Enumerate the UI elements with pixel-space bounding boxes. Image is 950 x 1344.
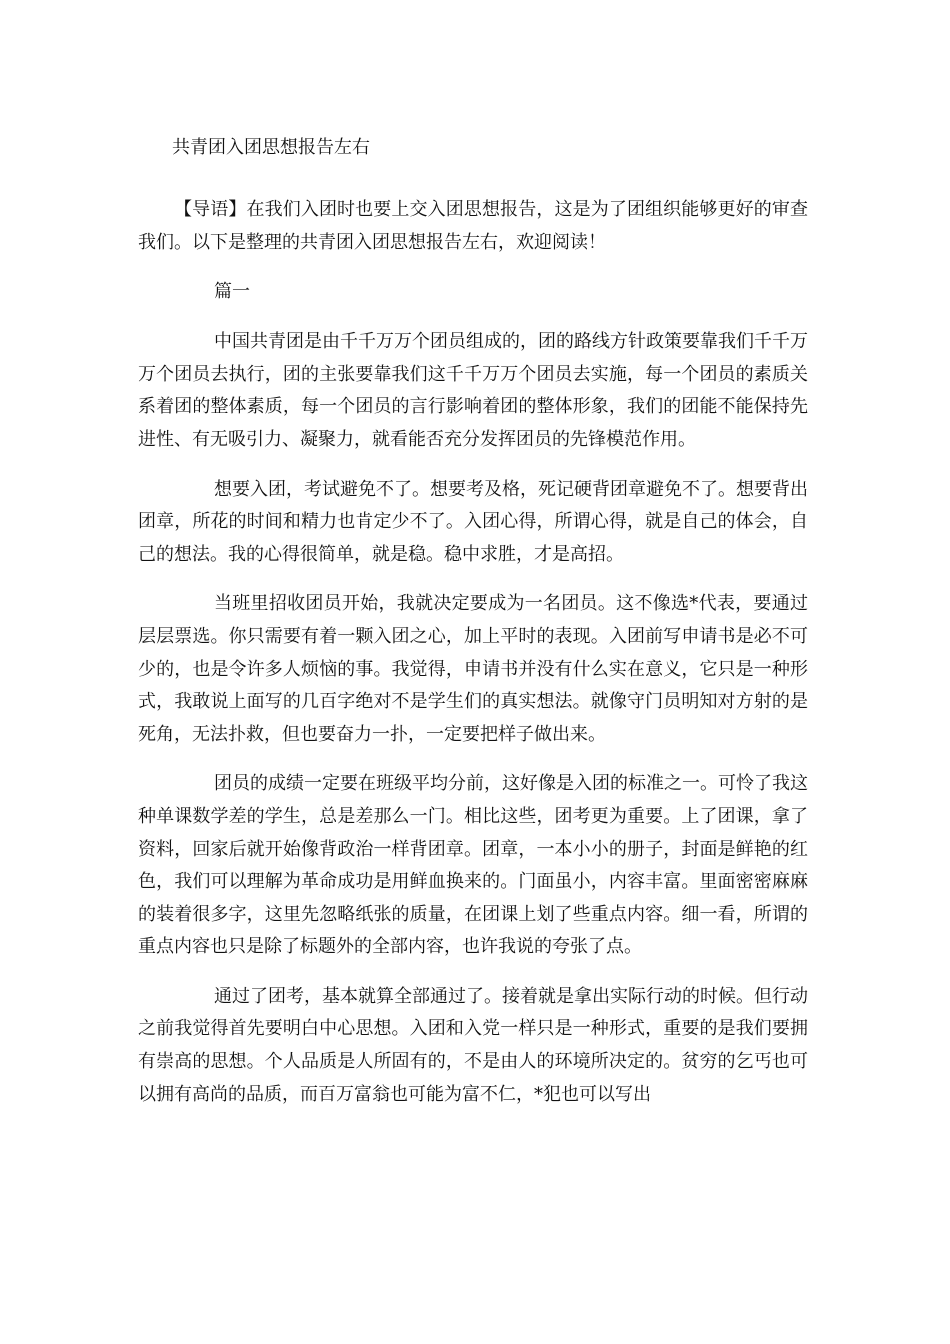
document-title: 共青团入团思想报告左右 [172, 137, 370, 158]
body-paragraph-1: 中国共青团是由千千万万个团员组成的，团的路线方针政策要靠我们千千万万个团员去执行，团的主张要靠我们这千千万万个团员去实施，每一个团员的素质关系着团的整体素质，每一个团员的言行影响着团的整体形象，我们的团能不能保持先进性、有无吸引力、凝聚力，就看能否充分发挥团员的先锋模范作用。 [138, 331, 808, 450]
document-page [138, 128, 808, 1128]
body-paragraph-3: 当班里招收团员开始，我就决定要成为一名团员。这不像选*代表，要通过层层票选。你只需要有着一颗入团之心，加上平时的表现。入团前写申请书是必不可少的，也是令许多人烦恼的事。我觉得，申请书并没有什么实在意义，它只是一种形式，我敢说上面写的几百字绝对不是学生们的真实想法。就像守门员明知对方射的是死角，无法扑救，但也要奋力一扑，一定要把样子做出来。 [138, 593, 808, 745]
body-paragraph-2: 想要入团，考试避免不了。想要考及格，死记硬背团章避免不了。想要背出团章，所花的时间和精力也肯定少不了。入团心得，所谓心得，就是自己的体会，自己的想法。我的心得很简单，就是稳。稳中求胜，才是高招。 [138, 478, 808, 565]
intro-paragraph: 【导语】在我们入团时也要上交入团思想报告，这是为了团组织能够更好的审查我们。以下是整理的共青团入团思想报告左右，欢迎阅读！ [138, 199, 808, 253]
section-heading: 篇一 [214, 281, 250, 303]
body-paragraph-5: 通过了团考，基本就算全部通过了。接着就是拿出实际行动的时候。但行动之前我觉得首先要明白中心思想。入团和入党一样只是一种形式，重要的是我们要拥有崇高的思想。个人品质是人所固有的，不是由人的环境所决定的。贫穷的乞丐也可以拥有高尚的品质，而百万富翁也可能为富不仁，*犯也可以写出 [138, 985, 808, 1105]
body-paragraph-4: 团员的成绩一定要在班级平均分前，这好像是入团的标准之一。可怜了我这种单课数学差的学生，总是差那么一门。相比这些，团考更为重要。上了团课，拿了资料，回家后就开始像背政治一样背团章。团章，一本小小的册子，封面是鲜艳的红色，我们可以理解为革命成功是用鲜血换来的。门面虽小，内容丰富。里面密密麻麻的装着很多字，这里先忽略纸张的质量，在团课上划了些重点内容。细一看，所谓的重点内容也只是除了标题外的全部内容，也许我说的夸张了点。 [138, 773, 808, 958]
